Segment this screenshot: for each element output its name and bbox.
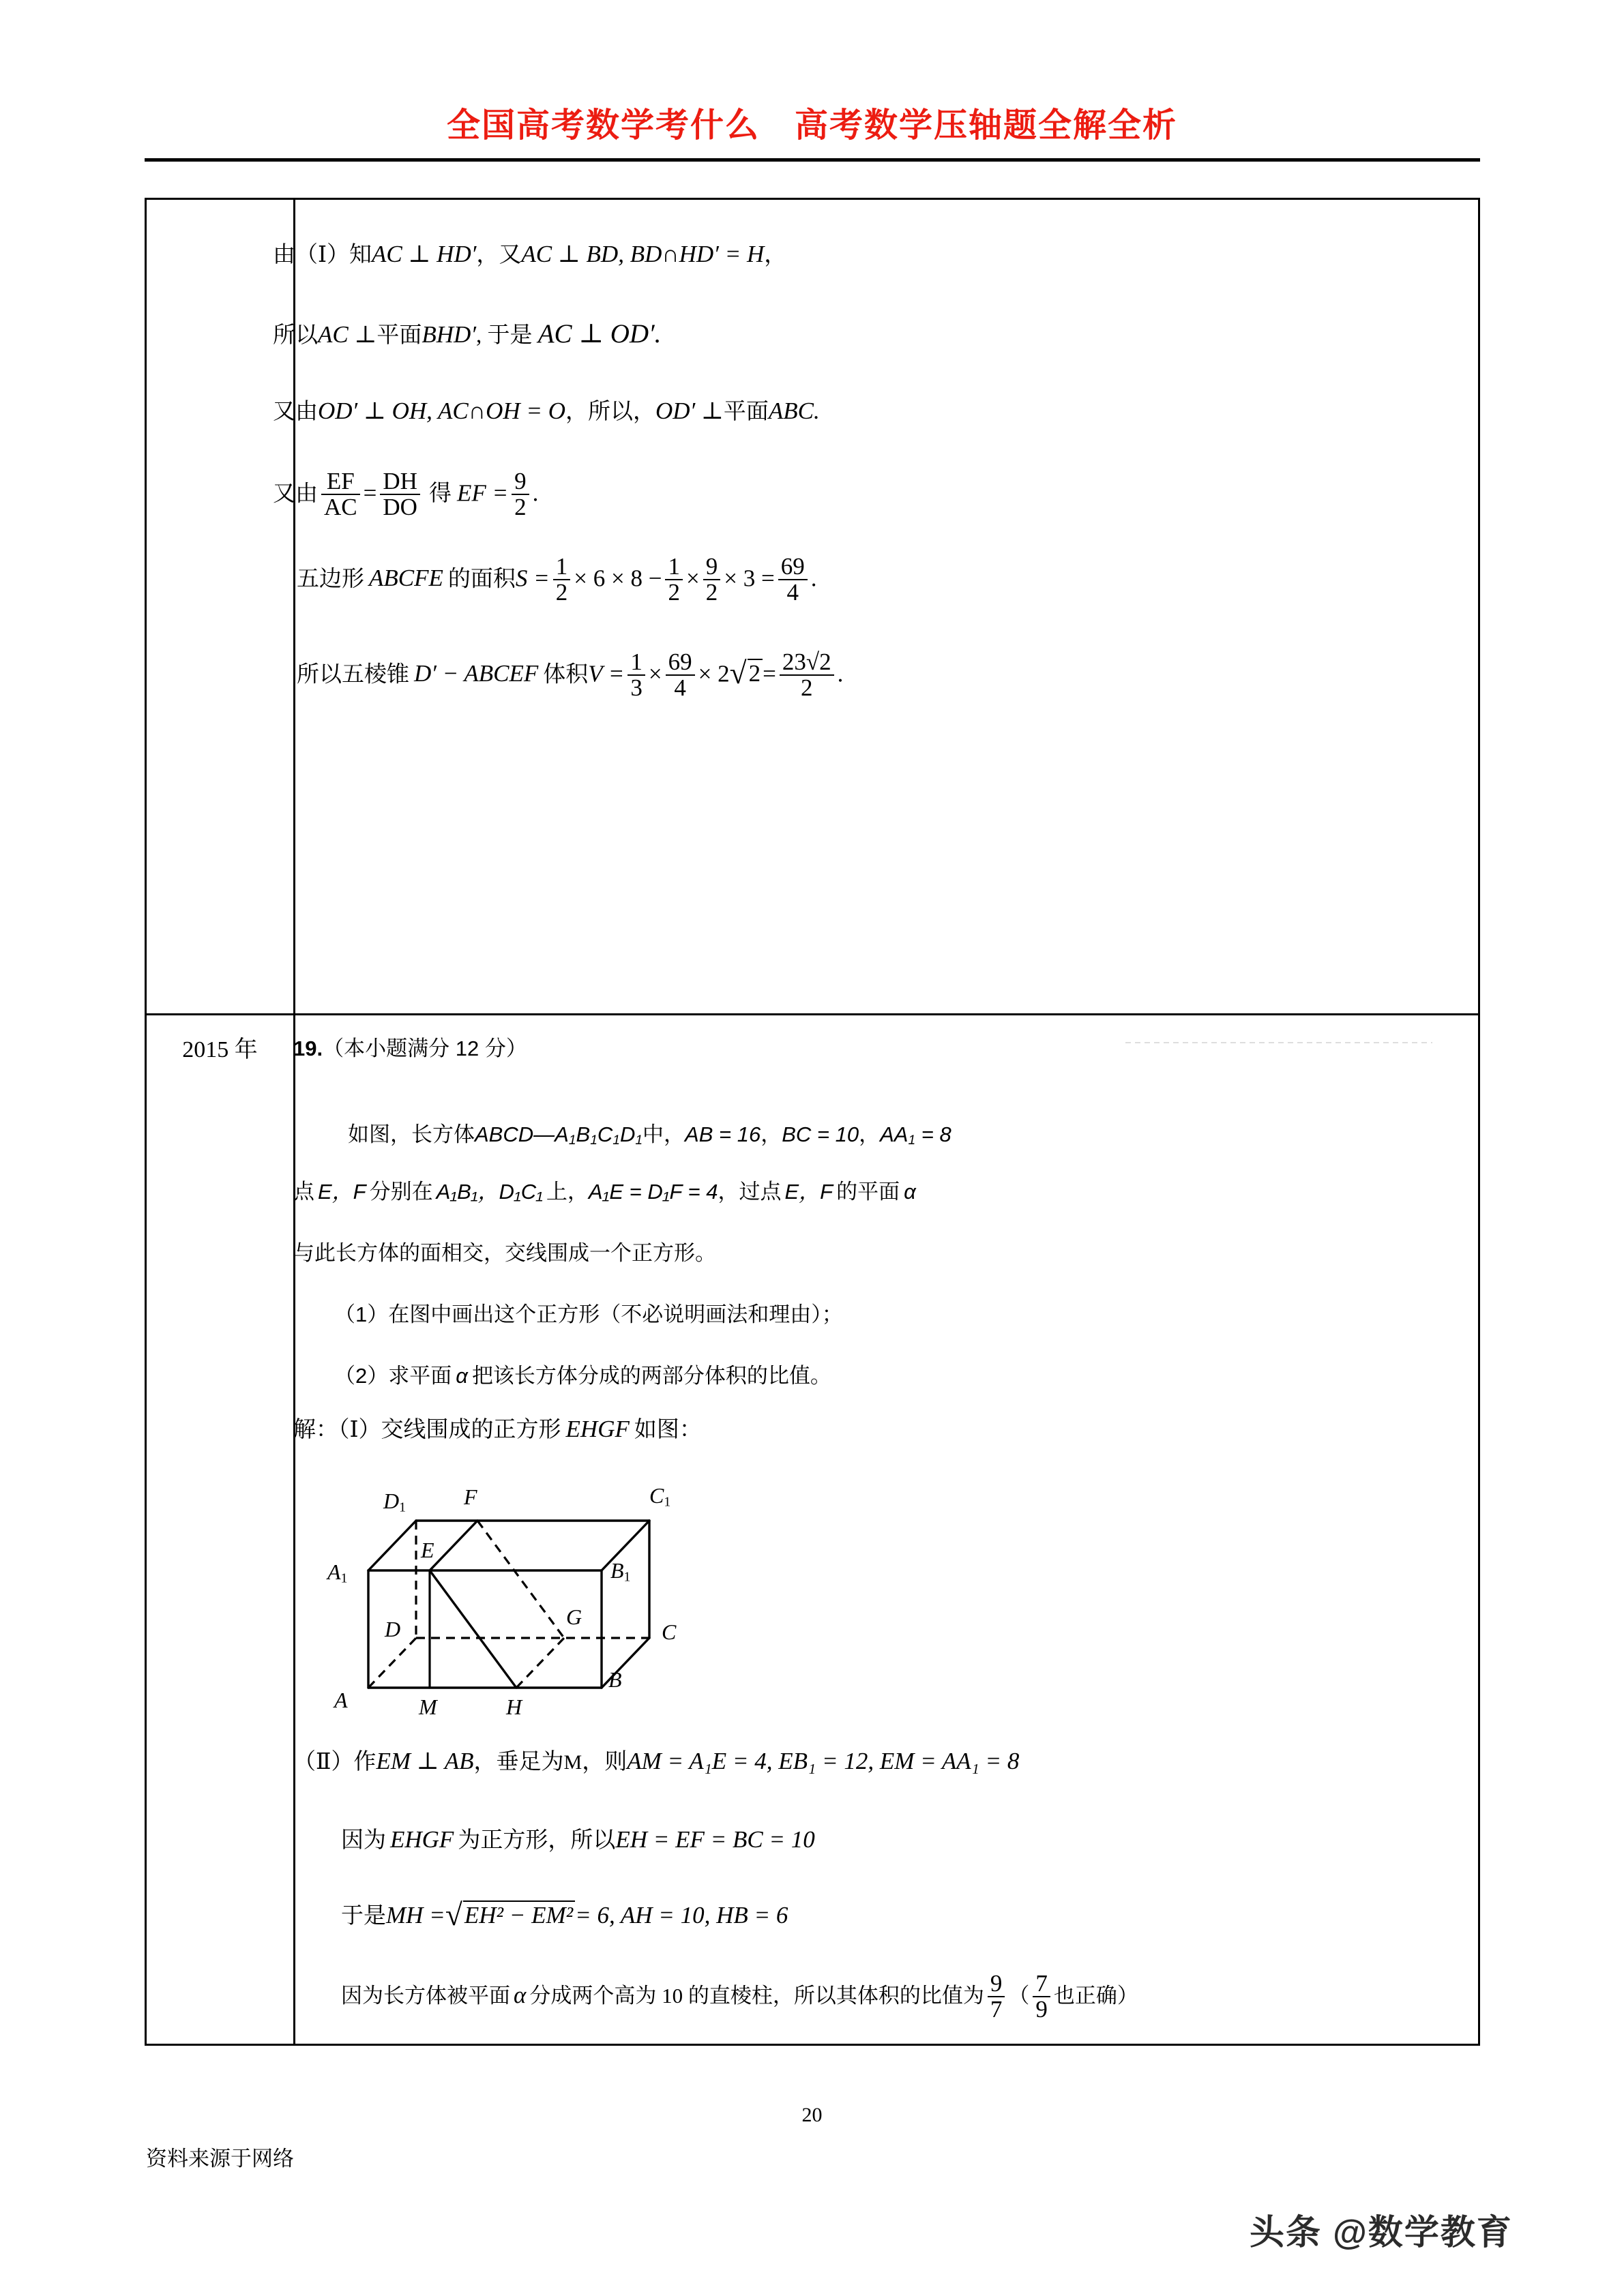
year-cell [147,1013,293,1062]
stem1-sub3: 1 [612,1133,620,1148]
cut-H-G-hidden [516,1638,564,1688]
part2-text: 把该长方体分成的两部分体积的比值。 [471,1364,831,1388]
label-C1: $C_1$ [649,1483,671,1510]
sol1-end: ， [764,243,787,267]
label-B1: $B_1$ [610,1558,631,1585]
fraction-23root2-2 [780,650,834,700]
frac-den: 2 [512,494,529,520]
solution-line-4 [273,468,539,520]
stem2-cn1: 分别在 [369,1180,433,1204]
frac-num: DH [383,468,417,494]
frac-num: 69 [780,553,805,580]
sol4-cn: 得 [428,481,452,507]
fraction-9-2-b [703,554,721,604]
frac-den: 3 [628,674,645,700]
radicand: EH² − EM² [463,1900,575,1927]
fraction-dh-do [380,469,420,519]
stem1-aa: AA [880,1122,909,1146]
sol1-cap: ∩ [662,241,679,267]
frac-den: DO [380,494,420,520]
sol6-lead: 所以五棱锥 [297,662,409,687]
sol5-end: . [810,565,817,592]
sol3-expr3: OD′ ⊥ [655,398,724,424]
frac-den: 2 [703,579,721,605]
sol1-expr2: AC ⊥ BD, BD [521,241,662,267]
stem2-cn2: 上， [546,1180,589,1204]
sol3-cn1: ，所以， [565,400,656,424]
sol5-cn: 的面积 [447,567,516,592]
question-19-part-2 [334,1358,831,1389]
sol3-cn2: 平面 [723,400,769,424]
sol5-expr1: ABCFE [369,565,443,592]
stem1-sep1: ， [761,1122,782,1146]
frac-num: 23√2 [782,648,831,675]
sol5-lead: 五边形 [297,567,364,592]
edge-A-D-hidden [368,1638,416,1688]
sol2-expr1: AC ⊥ [318,321,377,348]
stem2-ef2: E，F [784,1180,833,1204]
question-19-stem-line-1 [348,1117,951,1148]
sol6-expr2: V = [588,660,625,687]
solution-bottom-line-1 [293,1749,1019,1774]
sol6-t3: = [763,660,776,687]
solution-bottom-line-4 [341,1970,1138,2023]
label-D1: $D_1$ [383,1489,407,1515]
frac-num: 1 [630,648,643,675]
fraction-9-2 [512,469,529,519]
solution-line-6 [297,648,844,701]
frac-den: 2 [553,579,571,605]
sb2-cn: 为正方形，所以 [458,1828,616,1853]
sol6-end: . [837,660,844,687]
sb1-lead: （Ⅱ）作 [293,1750,377,1774]
label-M: M [419,1695,437,1719]
stem1-aa-sub: 1 [908,1133,916,1148]
stem1-m3: C [597,1122,613,1146]
stem2-lead: 点 [293,1180,314,1204]
sol3-lead: 又由 [273,400,318,424]
sb2-expr2: EH = EF = BC = 10 [615,1826,815,1853]
stem1-sep2: ， [859,1122,881,1146]
stem1-bc: BC = 10 [782,1122,859,1146]
page-header [0,99,1624,147]
label-C: C [662,1620,677,1644]
sb3-expr1: MH = [386,1902,445,1928]
solution-line-3 [273,399,820,423]
frac-num: 9 [514,468,527,494]
solution-line-5 [297,553,817,606]
sol6-t2: × 2 [698,660,730,687]
stem1-sub2: 1 [590,1133,597,1148]
sol1-expr1: AC ⊥ HD′ [372,241,477,267]
frac-den: AC [321,494,360,520]
fraction-1-2-a [553,554,571,604]
sol3-expr2: OH = O [486,398,566,424]
part2-alpha: α [456,1364,468,1388]
edge-A1-D1 [368,1521,416,1570]
cut-F-G-hidden [477,1521,564,1638]
sol2-lead: 所以 [273,323,318,348]
label-A: A [334,1688,348,1712]
frac-num: 7 [1035,1970,1048,1997]
sb4-paren: （ [1008,1983,1030,2008]
question-19-stem-line-3 [293,1236,716,1266]
sb1-expr2: AM = A₁E = 4, EB₁ = 12, EM = AA₁ = 8 [627,1748,1020,1774]
question-number: 19. [293,1037,323,1060]
stem2-len: A₁E = D₁F = 4 [588,1180,718,1204]
sol3-expr4: ABC. [768,398,820,424]
sol2-cn2: , 于是 [475,323,533,348]
fraction-69-4-b [666,650,695,700]
sb1-cn1: ，垂足为 [473,1750,564,1774]
sb4-lead: 因为长方体被平面 [341,1983,510,2008]
frac-den: 7 [988,1996,1005,2022]
stem3-text: 与此长方体的面相交，交线围成一个正方形。 [293,1241,716,1265]
sb2-expr1: EHGF [390,1826,454,1853]
sol6-expr1: D′ − ABCEF [414,660,539,687]
sb2-lead: 因为 [341,1828,386,1853]
sol5-t1: × 6 × 8 − [574,565,662,592]
decorative-dashed-rule [1125,1042,1432,1043]
sb4-cn: 分成两个高为 10 的直棱柱，所以其体积的比值为 [529,1983,984,2008]
frac-den: 9 [1033,1996,1050,2022]
part2-lead: （2）求平面 [334,1364,452,1388]
frac-num: 1 [668,553,680,580]
sb4-tail: 也正确） [1053,1983,1138,2008]
frac-num: 9 [705,553,718,580]
frac-den: 2 [665,579,683,605]
frac-num: 69 [668,648,692,675]
sol2-cn1: 平面 [377,323,422,348]
stem2-cn3: ，过点 [718,1180,782,1204]
solution-bottom-line-3 [341,1900,788,1928]
sol4-expr: EF = [456,479,509,507]
sol6-cn: 体积 [543,662,589,687]
year-label: 2015 年 [182,1037,258,1062]
cuboid-diagram [308,1463,718,1729]
sol3-cap: ∩ [468,398,486,424]
sb3-expr2: = 6, AH = 10, HB = 6 [575,1902,788,1928]
label-A1: $A_1$ [327,1560,348,1586]
source-note: 资料来源于网络 [146,2147,294,2171]
sol5-expr2: S = [515,565,550,592]
fraction-69-4-a [778,554,808,604]
sol-intro-tail: 如图： [634,1418,702,1442]
stem1-aa-val: = 8 [915,1122,951,1146]
question-score-note: （本小题满分 12 分） [323,1037,527,1060]
sb1-mchar: M [563,1751,582,1774]
question-19-heading [293,1031,527,1062]
frac-num: 9 [990,1970,1003,1997]
question-19-solution-intro [293,1417,702,1442]
question-19-stem-line-2 [293,1174,916,1205]
header-divider [145,158,1480,162]
fraction-7-9 [1033,1971,1050,2021]
sol4-lead: 又由 [273,481,318,507]
sol4-end: . [532,479,539,507]
radical-2 [730,659,763,685]
stem1-sub4: 1 [635,1133,643,1148]
sol2-expr3: AC ⊥ OD′. [537,319,662,348]
sb1-cn2: ，则 [582,1750,628,1774]
sol4-eq: = [363,479,377,507]
frac-num: EF [326,468,355,494]
sb3-lead: 于是 [341,1904,386,1928]
solution-line-2 [273,320,661,347]
frac-den: 4 [778,579,808,605]
stem1-m2: B [576,1122,591,1146]
sol-intro-lead: 解：（Ⅰ）交线围成的正方形 [293,1418,561,1442]
sb4-alpha: α [514,1981,527,2008]
stem1-lead: 如图，长方体 [348,1122,475,1146]
stem1-sub1: 1 [568,1133,576,1148]
stem1-m4: D [619,1122,636,1146]
sb1-expr1: EM ⊥ AB [376,1748,474,1774]
stem2-alpha: α [904,1180,916,1204]
sol3-expr1: OD′ ⊥ OH, AC [318,398,469,424]
sol5-t2: × [685,565,700,592]
fraction-ef-ac [321,469,360,519]
sol5-t3: × 3 = [724,565,775,592]
header-title: 全国高考数学考什么 高考数学压轴题全解全析 [446,106,1177,144]
fraction-1-3 [628,650,645,700]
stem2-ef: E，F [318,1180,366,1204]
cut-F-E [430,1521,477,1570]
solution-line-1 [273,242,786,267]
label-D: D [385,1617,401,1641]
question-19-part-1 [334,1297,843,1328]
stem1-ab: AB = 16 [685,1122,761,1146]
sol-intro-expr: EHGF [565,1416,630,1442]
frac-den: 2 [780,674,834,700]
watermark: 头条 @数学教育 [1250,2213,1513,2252]
stem1-m1: ABCD—A [475,1122,569,1146]
table-row-divider [147,1013,1478,1015]
stem2-a1b1: A₁B₁，D₁C₁ [436,1180,543,1204]
solution-bottom-line-2 [341,1828,815,1852]
stem1-cn: 中， [643,1122,685,1146]
radical-eh2-em2 [445,1900,575,1927]
frac-den: 4 [666,674,695,700]
cut-E-H [430,1570,516,1688]
sol1-conj: ，又 [476,243,522,267]
label-G: G [566,1605,582,1629]
label-F: F [464,1485,477,1509]
radicand: 2 [748,659,763,685]
page-number: 20 [801,2104,823,2126]
fraction-1-2-b [665,554,683,604]
label-E: E [421,1538,434,1562]
fraction-9-7 [988,1971,1005,2021]
label-B: B [608,1667,622,1692]
part1-text: （1）在图中画出这个正方形（不必说明画法和理由）； [334,1302,843,1326]
frac-num: 1 [555,553,568,580]
sol1-expr3: HD′ = H [679,241,765,267]
sol2-expr2: BHD′ [422,321,476,348]
sol6-t1: × [648,660,662,687]
sol1-lead: 由（Ⅰ）知 [273,243,372,267]
stem2-cn4: 的平面 [836,1180,900,1204]
label-H: H [506,1695,522,1719]
